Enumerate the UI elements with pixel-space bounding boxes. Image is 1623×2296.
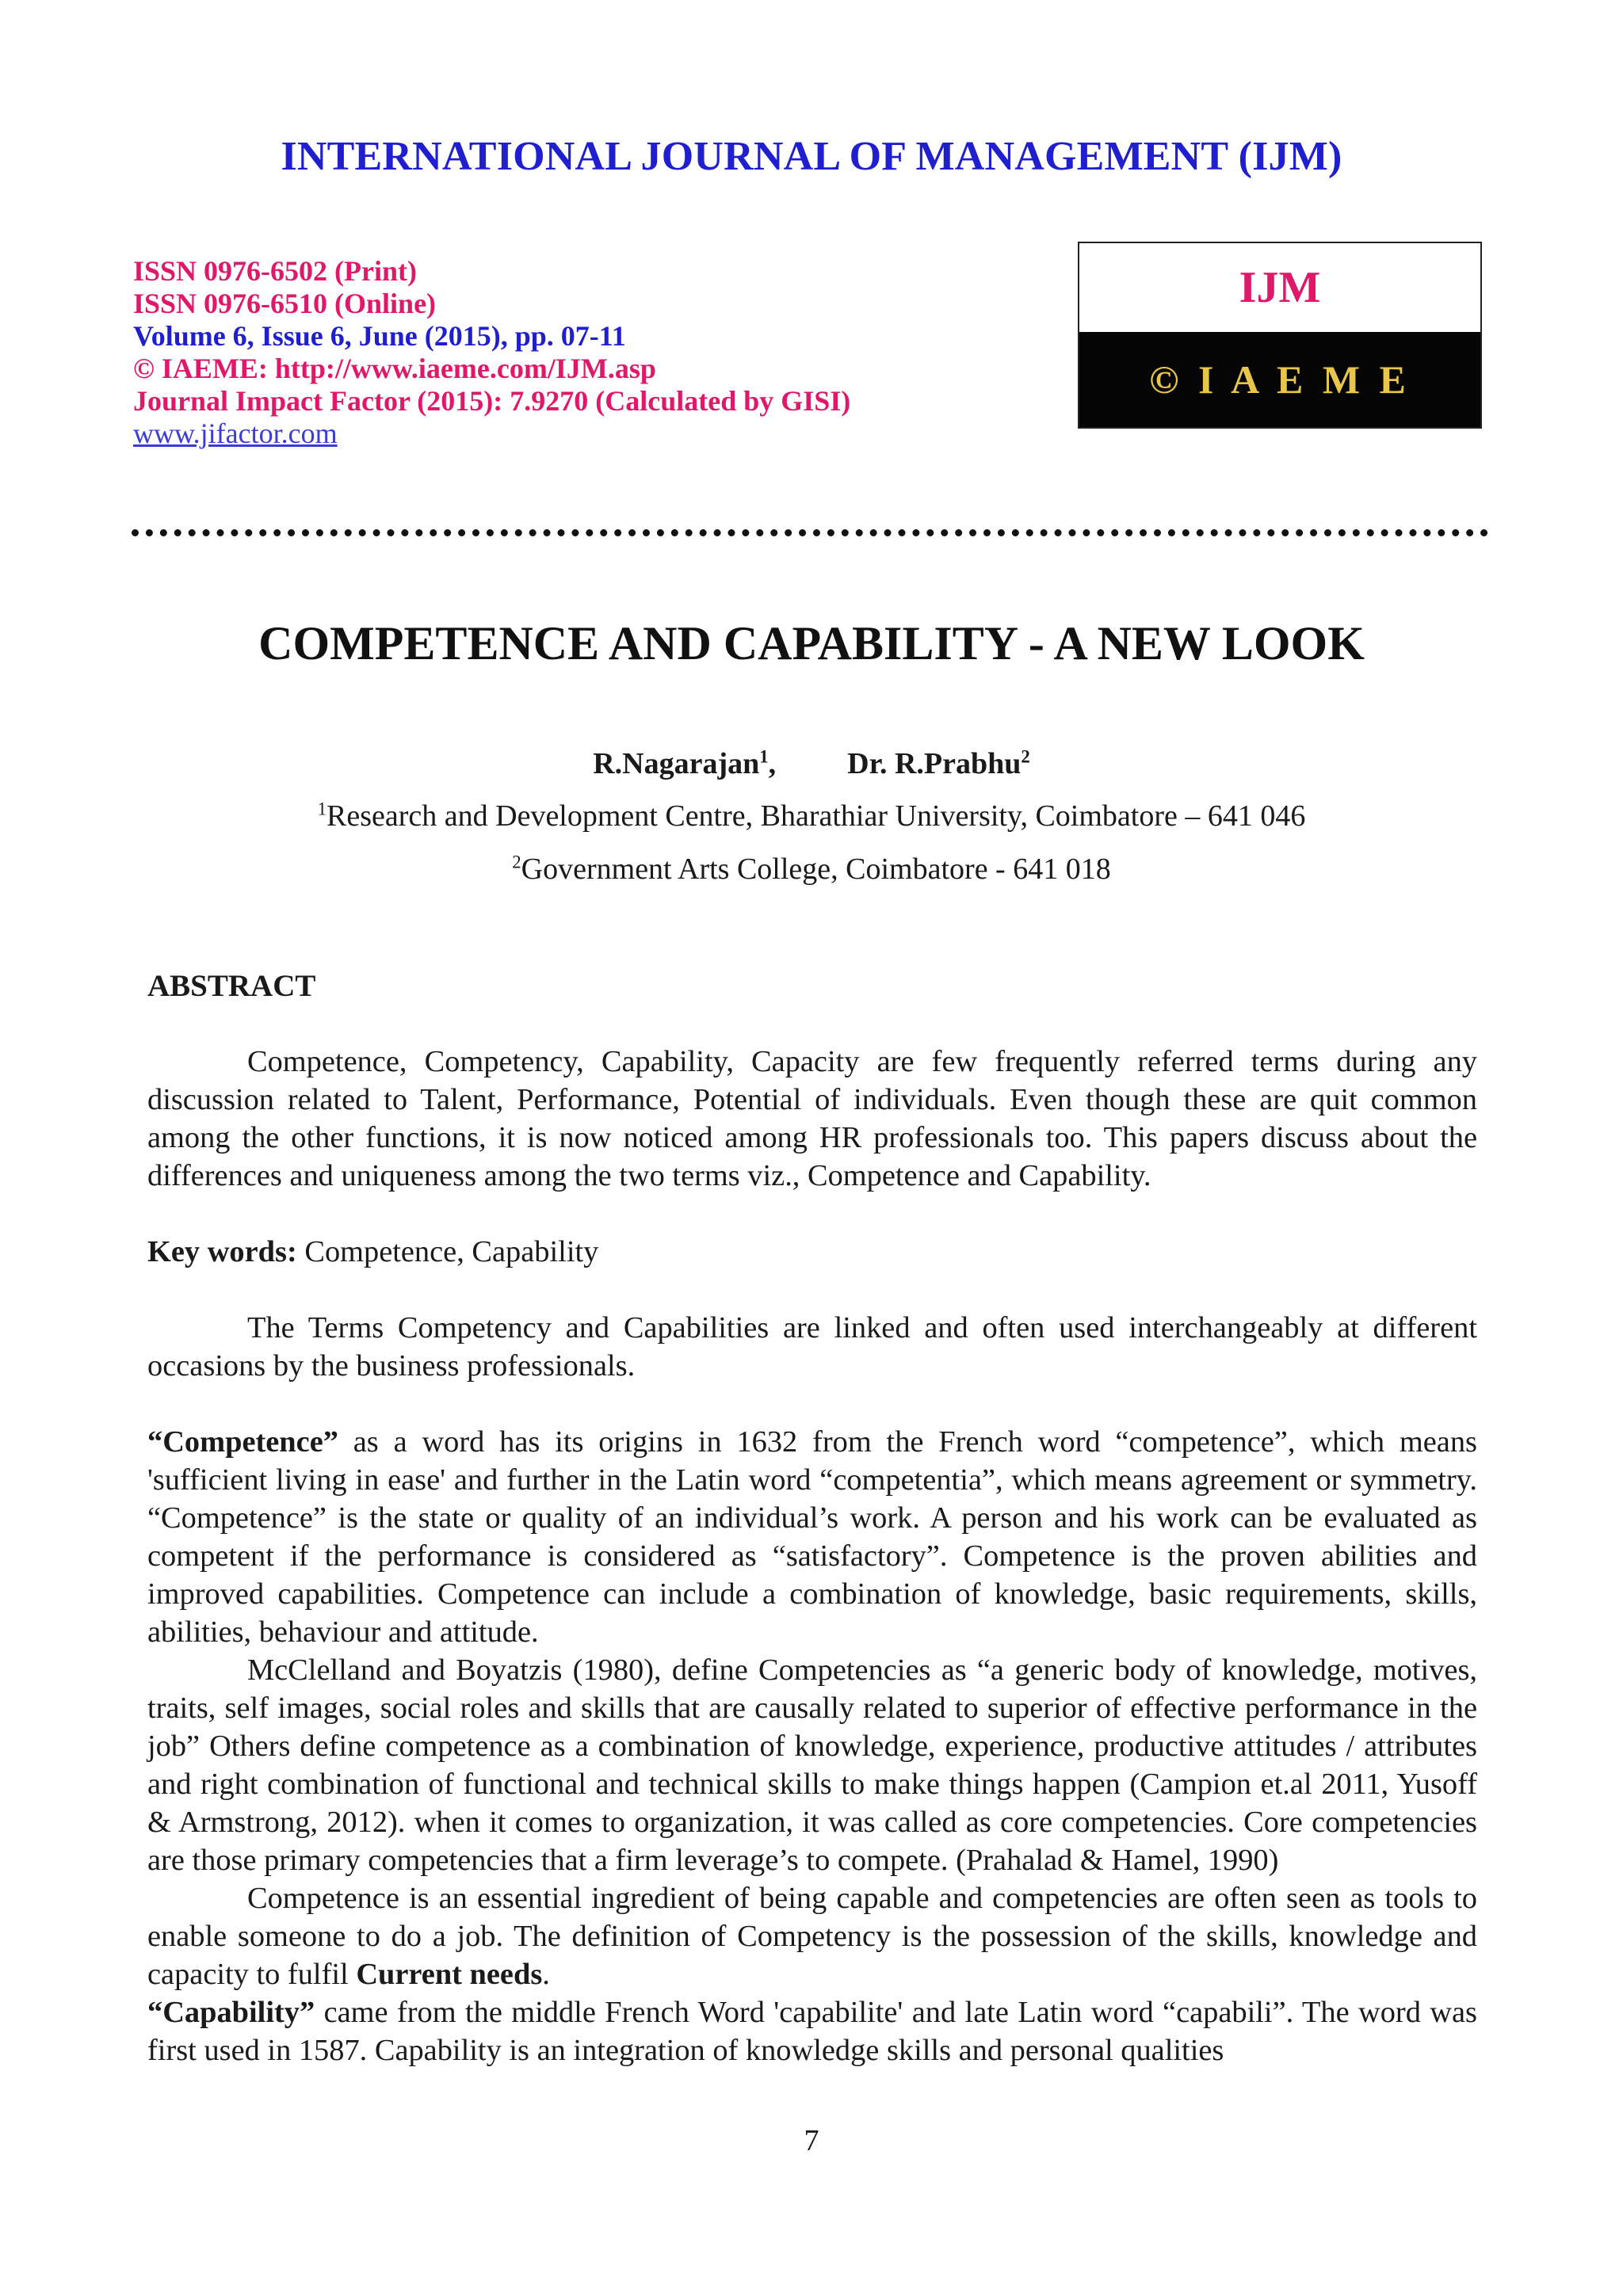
issn-online: ISSN 0976-6510 (Online) — [133, 288, 437, 319]
body-paragraph-2 — [147, 1423, 1477, 1651]
capability-term: “Capability” — [147, 1996, 315, 2029]
dotted-divider — [132, 529, 1488, 536]
abstract-paragraph: Competence, Competency, Capability, Capacity are few frequently referred terms during any discussion related to Talent, Performance, Potential of individuals. Even though these are quit common among the other functions, it is now noticed among HR professionals too. This papers discuss about the differences and uniqueness among the two terms viz., Competence and Capability. — [147, 1045, 1477, 1192]
author-2: Dr. R.Prabhu — [847, 747, 1022, 780]
body-paragraph-4-text: Competence is an essential ingredient of being capable and competencies are often seen as tools to enable someone to do a job. The definition of Competency is the possession of the skills, knowledge and capacity to fulfil — [147, 1882, 1477, 1991]
logo-iaeme-text: © I A E M E — [1079, 332, 1480, 427]
keywords-label: Key words: — [147, 1235, 297, 1268]
jifactor-link[interactable]: www.jifactor.com — [133, 418, 338, 449]
page-number: 7 — [804, 2124, 819, 2157]
volume-info: Volume 6, Issue 6, June (2015), pp. 07-11 — [133, 320, 626, 352]
journal-metadata — [133, 255, 850, 450]
keywords-text: Competence, Capability — [296, 1235, 599, 1268]
author-line: R.Nagarajan$^1$, Dr. R.Prabhu$^2$ — [593, 746, 1030, 780]
body-paragraph-5-text: came from the middle French Word 'capabilite' and late Latin word “capabili”. The word was first used in 1587. Capability is an integration of knowledge skills and personal qualities — [147, 1996, 1477, 2067]
author-2-sup: 2 — [1021, 746, 1030, 767]
author-1-sup: 1 — [759, 746, 769, 767]
affiliation-1-sup: 1 — [317, 799, 327, 819]
affiliation-1 — [0, 799, 1623, 833]
competence-term: “Competence” — [147, 1425, 338, 1459]
affiliation-1-text: Research and Development Centre, Bharathiar University, Coimbatore – 641 046 — [327, 799, 1306, 833]
body-paragraph-4-end: . — [542, 1958, 550, 1991]
affiliation-2 — [0, 852, 1623, 887]
journal-title: INTERNATIONAL JOURNAL OF MANAGEMENT (IJM) — [281, 134, 1342, 179]
affiliation-2-text: Government Arts College, Coimbatore - 641 018 — [521, 852, 1111, 886]
impact-factor: Journal Impact Factor (2015): 7.9270 (Calculated by GISI) — [133, 385, 851, 417]
body-paragraph-3: McClelland and Boyatzis (1980), define Competencies as “a generic body of knowledge, motives, traits, self images, social roles and skills that are causally related to superior of effective performance in the job” Others define competence as a combination of knowledge, experience, productive attitudes / attributes and right combination of functional and technical skills to make things happen (Campion et.al 2011, Yusoff & Armstrong, 2012). when it comes to organization, it was called as core competencies. Core competencies are those primary competencies that a firm leverage’s to compete. (Prahalad & Hamel, 1990) — [147, 1653, 1477, 1877]
body-paragraph-5 — [147, 1993, 1477, 2069]
body-paragraph-1: The Terms Competency and Capabilities are linked and often used interchangeably at different occasions by the business professionals. — [147, 1311, 1477, 1383]
iaeme-url: © IAEME: http://www.iaeme.com/IJM.asp — [133, 353, 656, 384]
body-text — [147, 1043, 1477, 2069]
logo-ijm-text: IJM — [1239, 263, 1321, 312]
body-paragraph-4 — [147, 1879, 1477, 1993]
current-needs-term: Current needs — [356, 1958, 543, 1991]
ijm-logo — [1078, 242, 1482, 429]
body-paragraph-2-text: as a word has its origins in 1632 from the French word “competence”, which means 'sufficient living in ease' and further in the Latin word “competentia”, which means agreement or symmetry. “Competence” is the state or quality of an individual’s work. A person and his work can be evaluated as competent if the performance is considered as “satisfactory”. Competence is the proven abilities and improved capabilities. Competence can include a combination of knowledge, basic requirements, skills, abilities, behaviour and attitude. — [147, 1425, 1477, 1649]
keywords-line — [147, 1233, 1477, 1271]
issn-print: ISSN 0976-6502 (Print) — [133, 255, 417, 287]
affiliation-2-sup: 2 — [512, 852, 521, 872]
paper-title: COMPETENCE AND CAPABILITY - A NEW LOOK — [258, 617, 1365, 669]
author-1: R.Nagarajan — [593, 747, 760, 780]
abstract-heading: ABSTRACT — [147, 969, 316, 1003]
